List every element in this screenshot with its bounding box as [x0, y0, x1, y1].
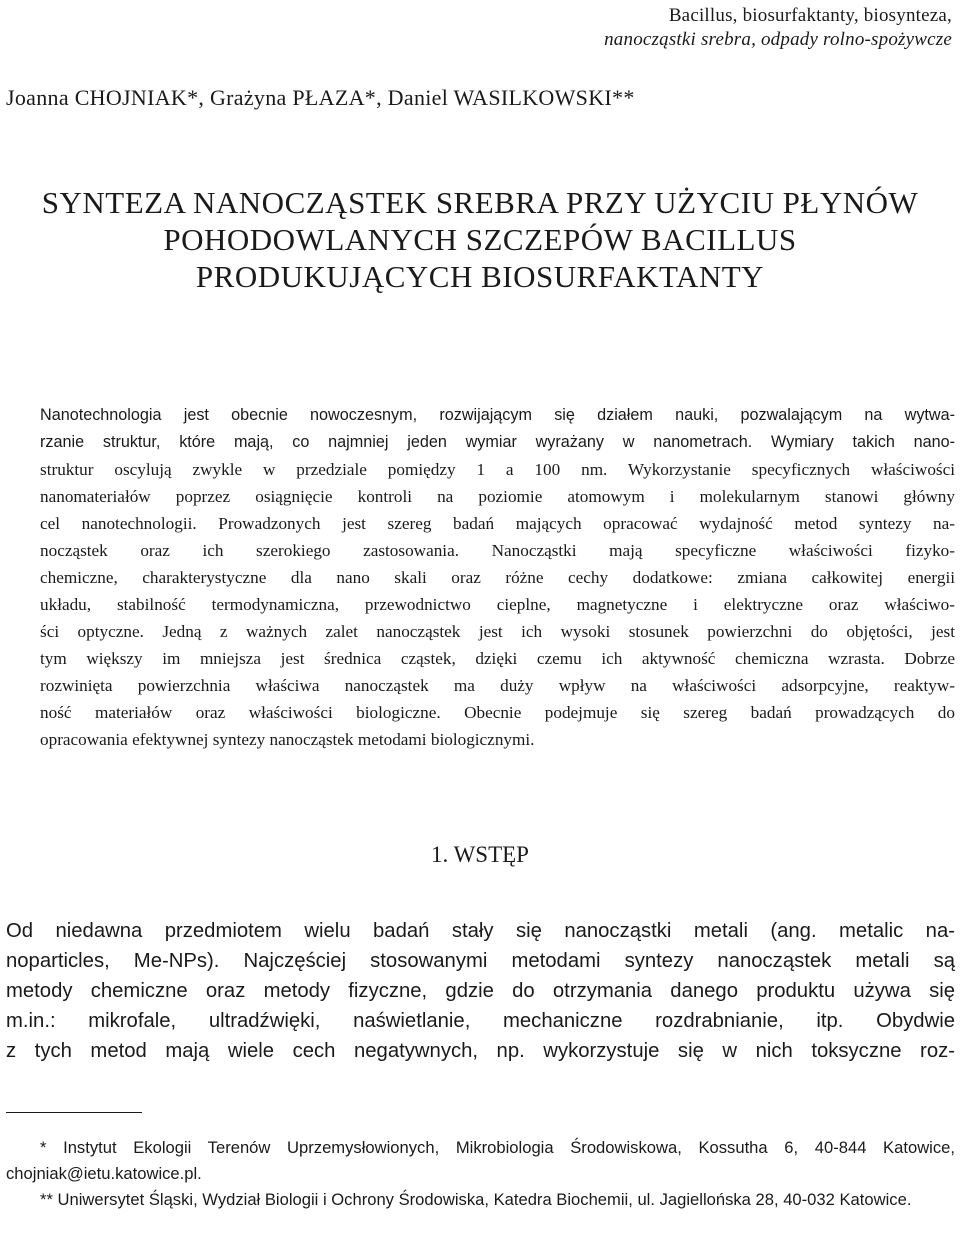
abstract-line: tym większy im mniejsza jest średnica cząstek, dzięki czemu ich aktywność chemiczna wzrasta. Dobrze [40, 649, 955, 668]
title-line-2: POHODOWLANYCH SZCZEPÓW BACILLUS [163, 222, 797, 257]
abstract [40, 402, 955, 753]
abstract-line: Nanotechnologia jest obecnie nowoczesnym, rozwijającym się działem nauki, pozwalającym na wytwa- [40, 406, 955, 424]
footnote-separator [6, 1112, 142, 1113]
intro-line: Od niedawna przedmiotem wielu badań stały się nanocząstki metali (ang. metalic na- [6, 920, 955, 942]
keywords-line-1: Bacillus, biosurfaktanty, biosynteza, [668, 5, 952, 26]
footnote-affiliation-2: ** Uniwersytet Śląski, Wydział Biologii i Ochrony Środowiska, Katedra Biochemii, ul. Jagiellońska 28, 40-032 Katowice. [40, 1190, 912, 1209]
abstract-line: cel nanotechnologii. Prowadzonych jest szereg badań mających opracować wydajność metod syntezy na- [40, 514, 955, 533]
abstract-line: opracowania efektywnej syntezy nanocząstek metodami biologicznymi. [40, 730, 535, 749]
abstract-line: układu, stabilność termodynamiczna, przewodnictwo cieplne, magnetyczne i elektryczne oraz właściwo- [40, 595, 955, 614]
paper-title [0, 184, 960, 295]
section-heading: 1. WSTĘP [431, 842, 529, 867]
keywords-line-2 [392, 28, 952, 52]
abstract-line: ści optyczne. Jedną z ważnych zalet nanocząstek jest ich wysoki stosunek powierzchni do objętości, jest [40, 622, 955, 641]
intro-line: m.in.: mikrofale, ultradźwięki, naświetlanie, mechaniczne rozdrabnianie, itp. Obydwie [6, 1010, 955, 1032]
abstract-line: nocząstek oraz ich szerokiego zastosowania. Nanocząstki mają specyficzne właściwości fizyko- [40, 541, 955, 560]
abstract-line: rzanie struktur, które mają, co najmniej jeden wymiar wyrażany w nanometrach. Wymiary takich nano- [40, 433, 955, 451]
intro-paragraph [6, 916, 955, 1066]
abstract-line: nanomateriałów poprzez osiągnięcie kontroli na poziomie atomowym i molekularnym stanowi główny [40, 487, 955, 506]
abstract-line: chemiczne, charakterystyczne dla nano skali oraz różne cechy dodatkowe: zmiana całkowitej energii [40, 568, 955, 587]
keywords-block [392, 4, 952, 52]
abstract-line: struktur oscylują zwykle w przedziale pomiędzy 1 a 100 nm. Wykorzystanie specyficznych właściwości [40, 460, 955, 479]
title-line-1: SYNTEZA NANOCZĄSTEK SREBRA PRZY UŻYCIU PŁYNÓW [41, 185, 919, 220]
abstract-line: ność materiałów oraz właściwości biologiczne. Obecnie podejmuje się szereg badań prowadzących do [40, 703, 955, 722]
abstract-line: rozwinięta powierzchnia właściwa nanocząstek ma duży wpływ na właściwości adsorpcyjne, reaktyw- [40, 676, 955, 695]
intro-line: z tych metod mają wiele cech negatywnych, np. wykorzystuje się w nich toksyczne roz- [6, 1040, 955, 1062]
author-list: Joanna CHOJNIAK*, Grażyna PŁAZA*, Daniel WASILKOWSKI** [6, 85, 635, 110]
intro-line: noparticles, Me-NPs). Najczęściej stosowanymi metodami syntezy nanocząstek metali są [6, 950, 955, 972]
intro-line: metody chemiczne oraz metody fizyczne, gdzie do otrzymania danego produktu używa się [6, 980, 955, 1002]
footnotes [6, 1135, 955, 1213]
footnote-affiliation-1: * Instytut Ekologii Terenów Uprzemysłowionych, Mikrobiologia Środowiskowa, Kossutha 6, 40-844 Katowice, chojniak@ietu.katowice.pl. [6, 1138, 955, 1183]
title-line-3: PRODUKUJĄCYCH BIOSURFAKTANTY [195, 259, 765, 294]
keywords-line-2-text: nanocząstki srebra, odpady rolno-spożywcze [604, 29, 952, 50]
